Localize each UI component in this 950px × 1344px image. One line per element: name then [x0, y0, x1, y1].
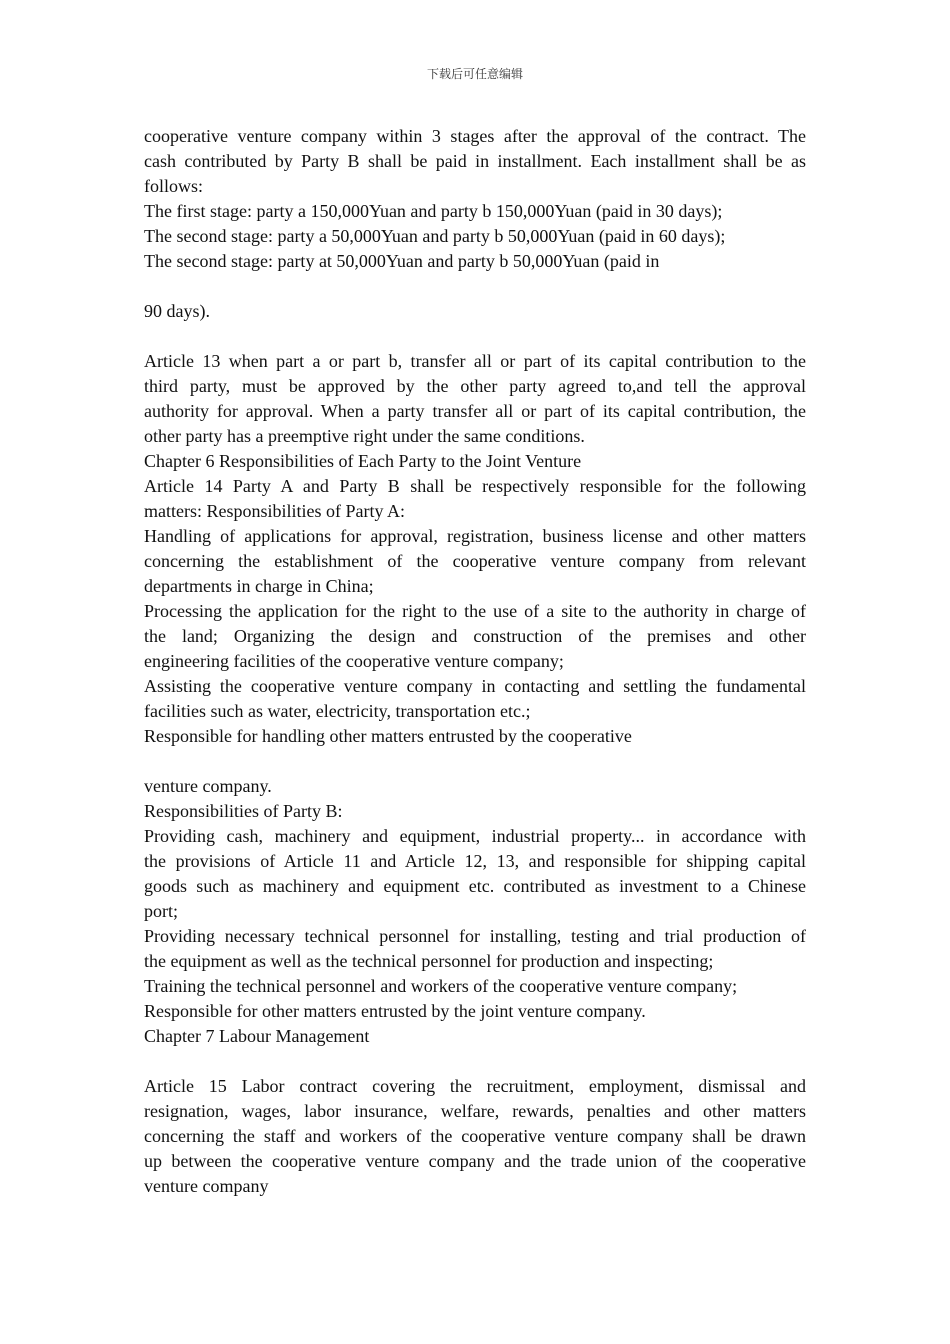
text-line: follows: [144, 176, 204, 196]
blank-line [144, 1049, 806, 1074]
text-line: Article 13 when part a or part b, transfer all or part of its capital contribution to the [144, 351, 806, 371]
blank-line [144, 324, 806, 349]
text-line: other party has a preemptive right under the same conditions. [144, 426, 585, 446]
text-line: venture company [144, 1176, 269, 1196]
text-line: The second stage: party a 50,000Yuan and party b 50,000Yuan (paid in 60 days); [144, 226, 726, 246]
text-line: goods such as machinery and equipment etc. contributed as investment to a Chinese [144, 876, 806, 896]
blank-line [144, 749, 806, 774]
text-line: authority for approval. When a party transfer all or part of its capital contribution, the [144, 401, 806, 421]
text-line: Handling of applications for approval, registration, business license and other matters [144, 526, 806, 546]
text-line: the provisions of Article 11 and Article 12, 13, and responsible for shipping capital [144, 851, 806, 871]
text-line: 90 days). [144, 301, 210, 321]
text-line: cooperative venture company within 3 stages after the approval of the contract. The [144, 126, 806, 146]
text-line: The first stage: party a 150,000Yuan and party b 150,000Yuan (paid in 30 days); [144, 201, 723, 221]
text-line: Responsibilities of Party B: [144, 801, 343, 821]
header-text: 下载后可任意编辑 [426, 67, 523, 81]
text-line: Responsible for other matters entrusted by the joint venture company. [144, 1001, 646, 1021]
text-line: Article 14 Party A and Party B shall be respectively responsible for the following [144, 476, 806, 496]
text-line: Article 15 Labor contract covering the recruitment, employment, dismissal and [144, 1076, 806, 1096]
text-line: cash contributed by Party B shall be paid in installment. Each installment shall be as [144, 151, 806, 171]
text-line: Training the technical personnel and workers of the cooperative venture company; [144, 976, 738, 996]
text-line: Chapter 6 Responsibilities of Each Party to the Joint Venture [144, 451, 582, 471]
text-line: Providing necessary technical personnel for installing, testing and trial production of [144, 926, 806, 946]
text-line: facilities such as water, electricity, transportation etc.; [144, 701, 531, 721]
document-body [144, 124, 806, 1199]
text-line: Responsible for handling other matters entrusted by the cooperative [144, 726, 632, 746]
text-line: engineering facilities of the cooperative venture company; [144, 651, 564, 671]
text-line: departments in charge in China; [144, 576, 374, 596]
text-line: the equipment as well as the technical personnel for production and inspecting; [144, 951, 714, 971]
text-line: the land; Organizing the design and construction of the premises and other [144, 626, 806, 646]
text-line: resignation, wages, labor insurance, welfare, rewards, penalties and other matters [144, 1101, 806, 1121]
text-line: concerning the staff and workers of the cooperative venture company shall be drawn [144, 1126, 806, 1146]
page-header [0, 66, 950, 82]
text-line: venture company. [144, 776, 272, 796]
text-line: The second stage: party at 50,000Yuan and party b 50,000Yuan (paid in [144, 251, 660, 271]
text-line: Chapter 7 Labour Management [144, 1026, 370, 1046]
text-line: port; [144, 901, 178, 921]
text-line: Providing cash, machinery and equipment, industrial property... in accordance with [144, 826, 806, 846]
text-line: matters: Responsibilities of Party A: [144, 501, 405, 521]
blank-line [144, 274, 806, 299]
text-line: Processing the application for the right to the use of a site to the authority in charge of [144, 601, 806, 621]
text-line: concerning the establishment of the cooperative venture company from relevant [144, 551, 806, 571]
text-line: Assisting the cooperative venture company in contacting and settling the fundamental [144, 676, 806, 696]
text-line: up between the cooperative venture company and the trade union of the cooperative [144, 1151, 806, 1171]
text-line: third party, must be approved by the other party agreed to,and tell the approval [144, 376, 806, 396]
